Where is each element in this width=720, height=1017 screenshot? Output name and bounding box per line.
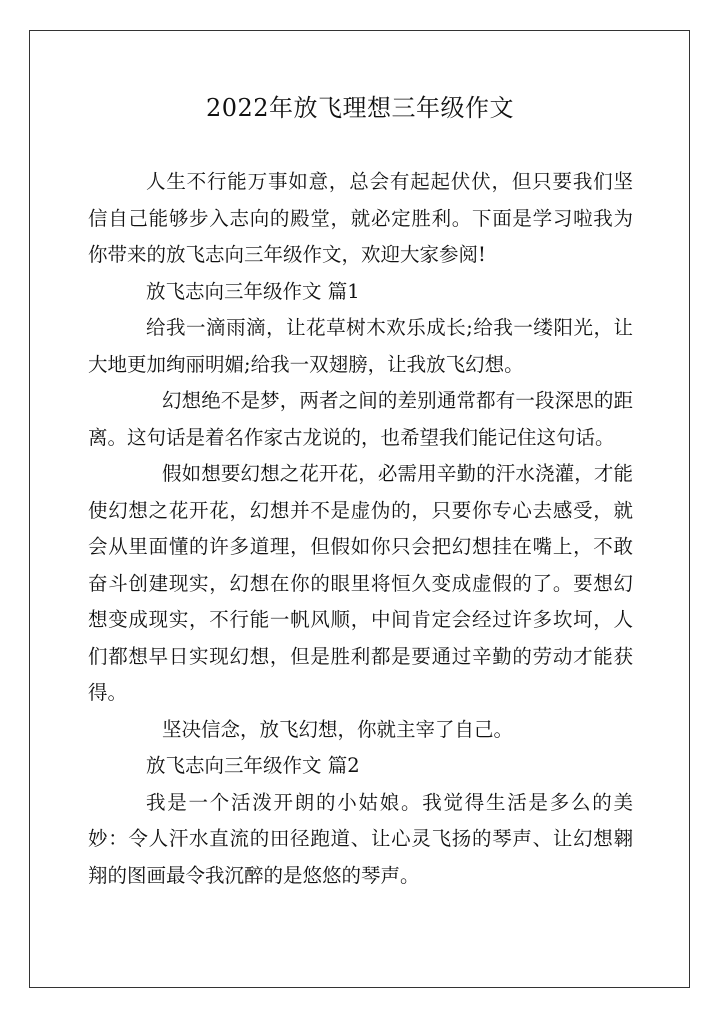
intro-paragraph: 人生不行能万事如意，总会有起起伏伏，但只要我们坚信自己能够步入志向的殿堂，就必定胜利。下面是学习啦我为你带来的放飞志向三年级作文，欢迎大家参阅! (88, 170, 633, 266)
body-paragraph: 我是一个活泼开朗的小姑娘。我觉得生活是多么的美妙：令人汗水直流的田径跑道、让心灵飞扬的琴声、让幻想翱翔的图画最令我沉醉的是悠悠的琴声。 (88, 790, 633, 887)
section-heading-1: 放飞志向三年级作文 篇1 (146, 279, 360, 303)
body-paragraph: 幻想绝不是梦，两者之间的差别通常都有一段深思的距离。这句话是着名作家古龙说的，也希望我们能记住这句话。 (88, 389, 633, 449)
document-body (88, 164, 633, 894)
section-heading-2: 放飞志向三年级作文 篇2 (146, 754, 360, 777)
document-title: 2022年放飞理想三年级作文 (205, 94, 515, 122)
body-paragraph: 给我一滴雨滴，让花草树木欢乐成长;给我一缕阳光，让大地更加绚丽明媚;给我一双翅膀，让我放飞幻想。 (88, 316, 633, 376)
body-paragraph: 坚决信念，放飞幻想，你就主宰了自己。 (162, 717, 514, 741)
body-paragraph: 假如想要幻想之花开花，必需用辛勤的汗水浇灌，才能使幻想之花开花，幻想并不是虚伪的，只要你专心去感受，就会从里面懂的许多道理，但假如你只会把幻想挂在嘴上，不敢奋斗创建现实，幻想在你的眼里将恒久变成虚假的了。要想幻想变成现实，不行能一帆风顺，中间肯定会经过许多坎坷，人们都想早日实现幻想，但是胜利都是要通过辛勤的劳动才能获得。 (88, 462, 633, 704)
